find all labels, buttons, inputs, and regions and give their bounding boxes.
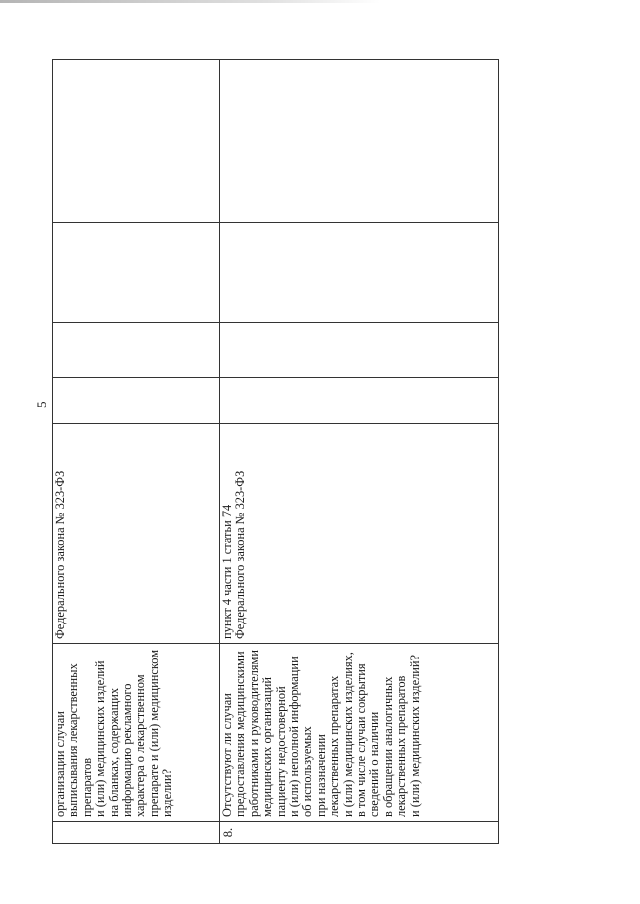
answer-cell-yes: [53, 378, 220, 424]
question-cell: [53, 644, 220, 822]
question-text: организации случаи выписывания лекарственных препаратов и (или) медицинских изделий на бланках, содержащих информацию рекламного характера о лекарственном препарате и (или) медицинском изделии?: [53, 649, 175, 817]
page-number: 5: [34, 401, 49, 408]
answer-cell-no: [53, 323, 220, 378]
scan-edge-shadow: [0, 0, 380, 3]
reference-text: пункт 4 части 1 статьи 74 Федерального закона № 323-ФЗ: [220, 470, 248, 639]
table-row: [53, 60, 220, 844]
answer-cell-no: [220, 323, 499, 378]
question-text: Отсутствуют ли случаи предоставления медицинскими работниками и руководителями медицинских организаций пациенту недостоверной и (или) неполной информации об используемых при назначении лекарственных препаратах и (или) медицинских изделиях, в том числе случаи сокрытия сведений о наличии в обращении аналогичных лекарственных препаратов и (или) медицинских изделий?: [220, 650, 422, 817]
answer-cell-yes: [220, 378, 499, 424]
row-number: [53, 822, 220, 844]
reference-text: Федерального закона № 323-ФЗ: [53, 470, 67, 639]
answer-cell-na: [53, 223, 220, 323]
rotated-page: [34, 60, 498, 844]
row-number: 8.: [220, 822, 499, 844]
checklist-table: [52, 59, 499, 844]
reference-cell: [53, 424, 220, 644]
note-cell: [53, 60, 220, 223]
reference-cell: [220, 424, 499, 644]
answer-cell-na: [220, 223, 499, 323]
question-cell: [220, 644, 499, 822]
note-cell: [220, 60, 499, 223]
table-row: [220, 60, 499, 844]
